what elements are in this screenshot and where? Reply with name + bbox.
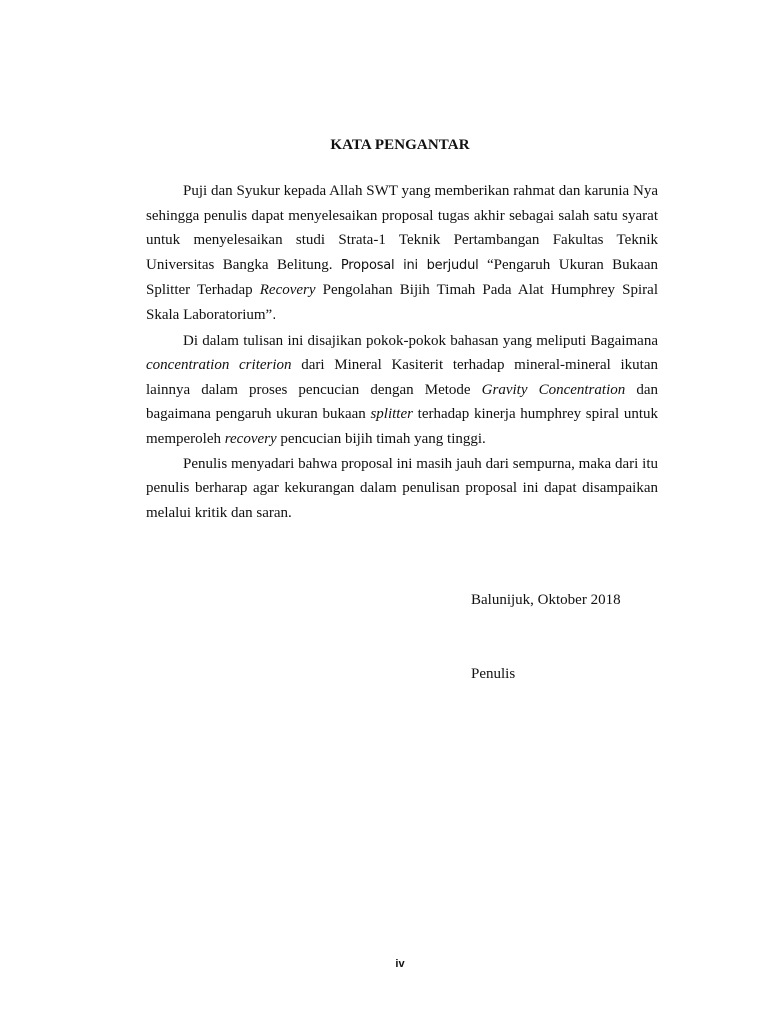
paragraph-3-text: Penulis menyadari bahwa proposal ini masih jauh dari sempurna, maka dari itu penulis berharap agar kekurangan dalam penulisan proposal ini dapat disampaikan melalui kritik dan saran. <box>146 455 658 521</box>
paragraph-2-text: dari Mineral Kasiterit terhadap mineral-mineral ikutan lainnya dalam proses pencucian dengan Metode <box>146 357 659 398</box>
paragraph-3 <box>146 452 658 526</box>
paragraph-1-italic: Recovery <box>259 282 316 299</box>
paragraph-2-italic: recovery <box>224 430 277 447</box>
paragraph-1-text: Puji dan Syukur kepada Allah SWT yang memberikan rahmat dan karunia Nya sehingga penulis dapat menyelesaikan proposal tugas akhir sebagai salah satu syarat untuk menyelesaikan studi Strata-1 Teknik Pertambangan Fakultas Teknik Universitas Bangka Belitung. <box>146 183 658 273</box>
paragraph-2-text: terhadap kinerja humphrey spiral untuk memperoleh <box>146 406 658 447</box>
signature-place-date: Balunijuk, Oktober 2018 <box>471 592 621 608</box>
paragraph-1-text: Proposal ini berjudul <box>340 257 479 273</box>
paragraph-1-text: “Pengaruh Ukuran Bukaan Splitter Terhadap <box>146 256 658 299</box>
document-body <box>146 179 658 525</box>
page-title: KATA PENGANTAR <box>330 137 470 153</box>
paragraph-1-text: . <box>272 307 277 323</box>
paragraph-2-text: Di dalam tulisan ini disajikan pokok-pokok bahasan yang meliputi Bagaimana <box>183 332 658 349</box>
paragraph-2-italic: Gravity Concentration <box>481 381 626 398</box>
paragraph-2-text: dan bagaimana pengaruh ukuran bukaan <box>146 381 658 423</box>
paragraph-2 <box>146 329 658 452</box>
paragraph-2-text: pencucian bijih timah yang tinggi. <box>276 430 486 447</box>
paragraph-2-italic: splitter <box>370 406 413 423</box>
signature-author: Penulis <box>471 666 516 682</box>
paragraph-1-text: Pengolahan Bijih Timah Pada Alat Humphrey Spiral Skala Laboratorium” <box>146 282 658 323</box>
page-number: iv <box>395 958 405 970</box>
paragraph-2-italic: concentration criterion <box>146 357 292 374</box>
paragraph-1 <box>146 179 658 329</box>
